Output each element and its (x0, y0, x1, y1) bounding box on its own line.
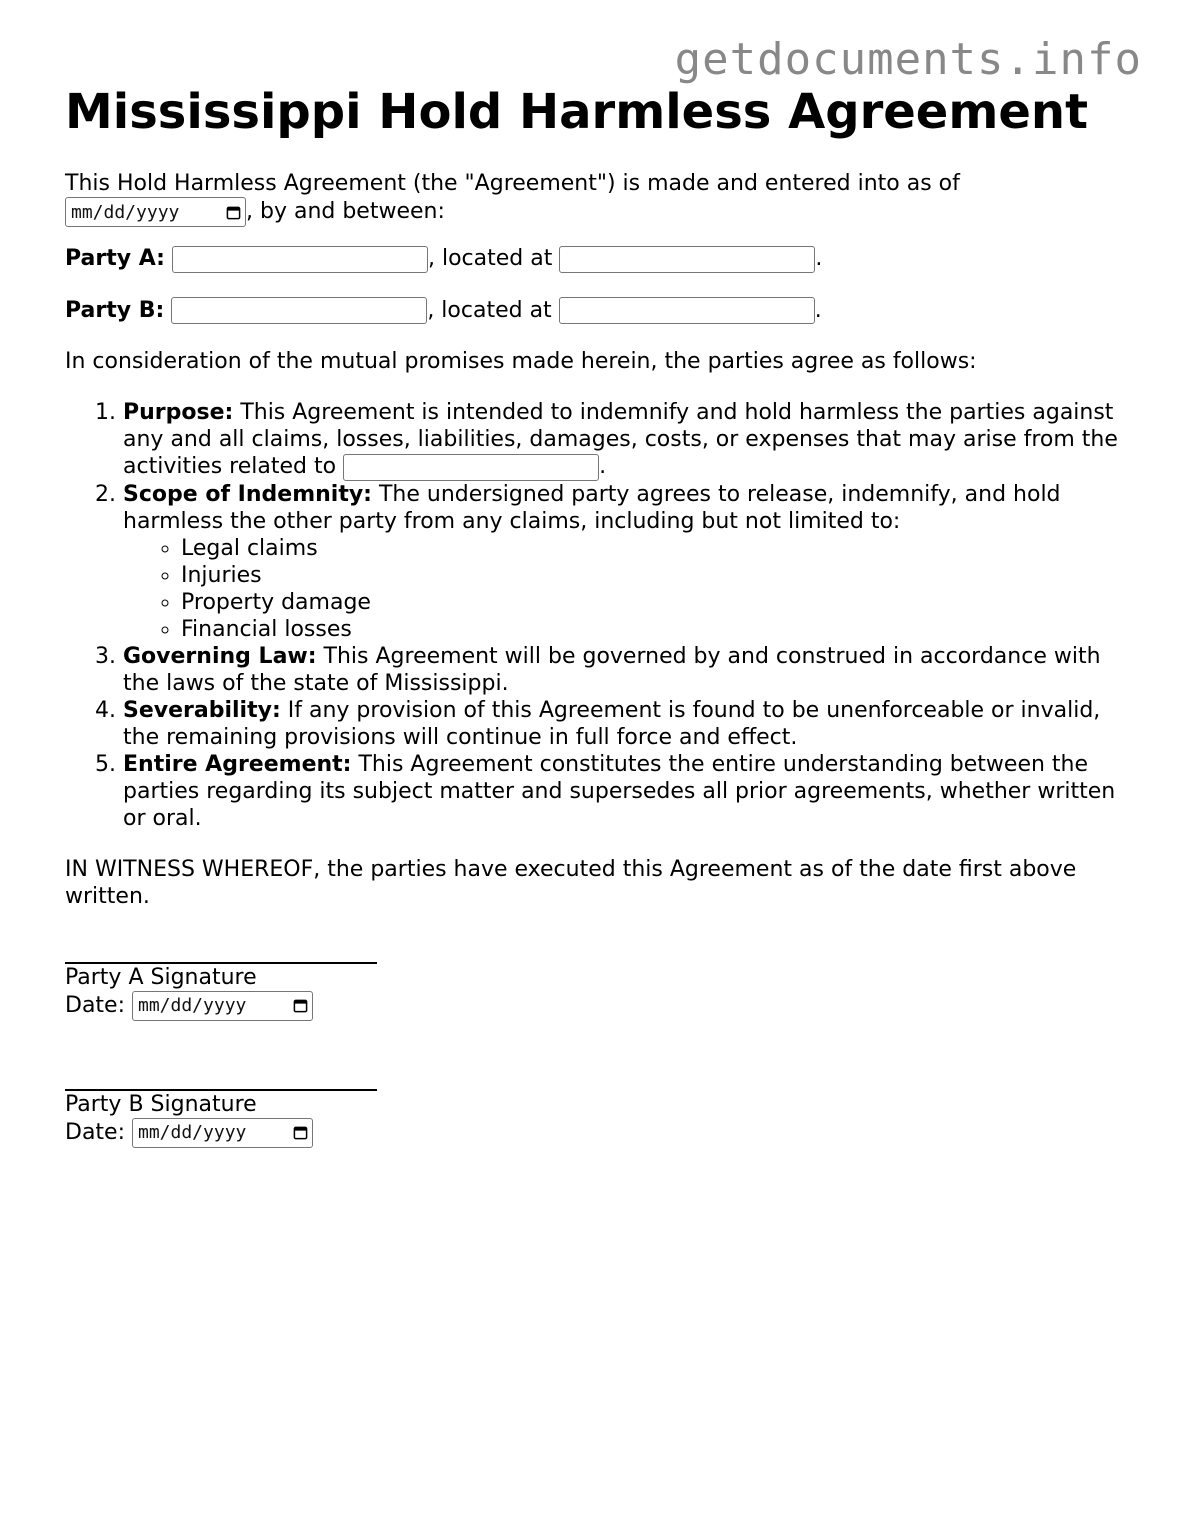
clause-text: If any provision of this Agreement is found to be unenforceable or invalid, the remaining provisions will continue in full force and effect. (123, 697, 1101, 750)
date-placeholder: mm/dd/yyyy (138, 995, 247, 1016)
party-b-line (65, 297, 1125, 325)
clause-text: This Agreement constitutes the entire understanding between the parties regarding its subject matter and supersedes all prior agreements, whether written or oral. (123, 751, 1116, 831)
signature-date-row (65, 1118, 1125, 1148)
party-a-located-text: , located at (427, 246, 553, 271)
page-title: Mississippi Hold Harmless Agreement (65, 84, 1089, 140)
party-b-name-input[interactable] (171, 297, 427, 324)
list-item: ◦ Legal claims (181, 535, 1125, 562)
party-a-signature-block (65, 946, 1125, 1021)
clause-title: Scope of Indemnity: (123, 481, 372, 507)
witness-text: IN WITNESS WHEREOF, the parties have executed this Agreement as of the date first above written. (65, 856, 1077, 909)
party-b-signature-block (65, 1073, 1125, 1148)
clause-severability (123, 697, 1125, 751)
party-b-located-text: , located at (427, 297, 552, 323)
party-b-address-input[interactable] (559, 297, 815, 324)
party-a-address-input[interactable] (559, 246, 815, 273)
clause-scope (123, 481, 1125, 643)
signature-line[interactable] (65, 1073, 377, 1091)
clause-text: This Agreement will be governed by and construed in accordance with the laws of the state of Mississippi. (123, 643, 1101, 696)
clause-end: . (599, 454, 607, 479)
clause-governing-law (123, 643, 1125, 697)
clause-title: Entire Agreement: (123, 751, 352, 777)
agreement-date-input[interactable] (65, 197, 246, 227)
list-item: ◦ Property damage (181, 589, 1125, 616)
party-a-date-input[interactable] (132, 991, 313, 1021)
watermark: getdocuments.info (674, 34, 1142, 85)
activities-input[interactable] (343, 454, 599, 481)
clause-text: The undersigned party agrees to release, indemnify, and hold harmless the other party from any claims, including but not limited to: (123, 481, 1061, 534)
clause-title: Governing Law: (123, 643, 317, 669)
signature-label: Party B Signature (65, 1091, 257, 1117)
party-b-label: Party B: (65, 297, 165, 323)
date-label: Date: (65, 992, 125, 1018)
signature-date-row (65, 991, 1125, 1021)
date-placeholder: mm/dd/yyyy (71, 201, 180, 223)
signature-label: Party A Signature (65, 964, 257, 990)
clause-purpose (123, 399, 1125, 481)
party-a-line (65, 245, 1125, 273)
party-b-date-input[interactable] (132, 1118, 313, 1148)
list-item: ◦ Injuries (181, 562, 1125, 589)
party-a-label: Party A: (65, 246, 165, 271)
date-label: Date: (65, 1119, 125, 1145)
clause-entire-agreement (123, 751, 1125, 832)
clause-text: This Agreement is intended to indemnify and hold harmless the parties against any and all claims, losses, liabilities, damages, costs, or expenses that may arise from the activities related to (123, 400, 1118, 479)
date-placeholder: mm/dd/yyyy (138, 1122, 247, 1143)
document-page (65, 82, 1125, 1148)
party-a-end: . (815, 246, 823, 271)
intro-text: This Hold Harmless Agreement (the "Agreement") is made and entered into as of (65, 171, 960, 196)
clause-title: Severability: (123, 697, 281, 723)
calendar-icon[interactable] (293, 1125, 308, 1140)
clause-title: Purpose: (123, 400, 234, 425)
clause-list (65, 399, 1125, 832)
list-item: ◦ Financial losses (181, 616, 1125, 643)
consideration-text: In consideration of the mutual promises made herein, the parties agree as follows: (65, 349, 977, 374)
party-a-name-input[interactable] (172, 246, 428, 273)
calendar-icon[interactable] (226, 205, 241, 220)
intro-paragraph (65, 170, 1125, 227)
indemnity-list (123, 535, 1125, 643)
party-b-end: . (814, 297, 822, 323)
intro-suffix: , by and between: (246, 199, 445, 224)
signature-line[interactable] (65, 946, 377, 964)
calendar-icon[interactable] (293, 998, 308, 1013)
